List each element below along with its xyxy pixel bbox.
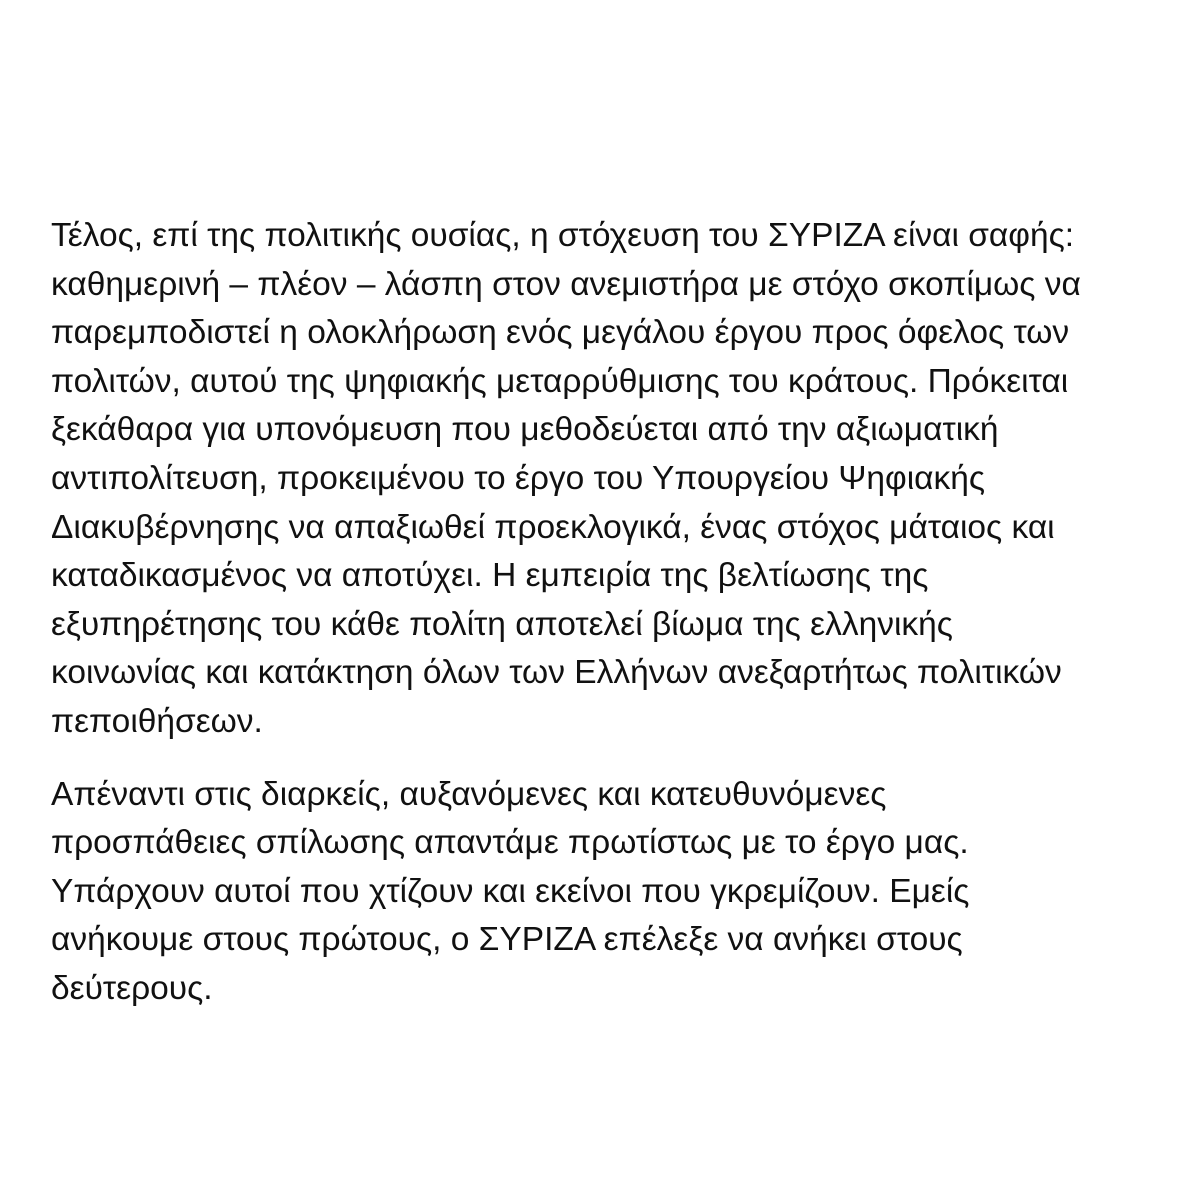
text-line: κοινωνίας και κατάκτηση όλων των Ελλήνων ανεξαρτήτως πολιτικών [51, 654, 1062, 692]
text-line: πεποιθήσεων. [51, 702, 263, 740]
text-line: Διακυβέρνησης να απαξιωθεί προεκλογικά, ένας στόχος μάταιος και [51, 508, 1055, 546]
text-line: πολιτών, αυτού της ψηφιακής μεταρρύθμισης του κράτους. Πρόκειται [51, 362, 1069, 400]
text-line: ανήκουμε στους πρώτους, ο ΣΥΡΙΖΑ επέλεξε να ανήκει στους [51, 921, 963, 959]
paragraph-1 [51, 212, 1161, 747]
text-line: ξεκάθαρα για υπονόμευση που μεθοδεύεται από την αξιωματική [51, 411, 999, 449]
text-line: Απέναντι στις διαρκείς, αυξανόμενες και κατευθυνόμενες [51, 775, 887, 813]
text-line: καθημερινή – πλέον – λάσπη στον ανεμιστήρα με στόχο σκοπίμως να [51, 265, 1081, 303]
text-line: αντιπολίτευση, προκειμένου το έργο του Υπουργείου Ψηφιακής [51, 459, 986, 497]
text-line: εξυπηρέτησης του κάθε πολίτη αποτελεί βίωμα της ελληνικής [51, 605, 953, 643]
text-line: δεύτερους. [51, 969, 213, 1007]
paragraph-2 [51, 771, 1161, 1014]
text-line: προσπάθειες σπίλωσης απαντάμε πρωτίστως με το έργο μας. [51, 824, 969, 862]
text-line: παρεμποδιστεί η ολοκλήρωση ενός μεγάλου έργου προς όφελος των [51, 314, 1070, 352]
text-line: Τέλος, επί της πολιτικής ουσίας, η στόχευση του ΣΥΡΙΖΑ είναι σαφής: [51, 217, 1075, 254]
text-line: Υπάρχουν αυτοί που χτίζουν και εκείνοι που γκρεμίζουν. Εμείς [51, 872, 970, 910]
text-line: καταδικασμένος να αποτύχει. Η εμπειρία της βελτίωσης της [51, 557, 929, 595]
text-body [51, 212, 1161, 1014]
